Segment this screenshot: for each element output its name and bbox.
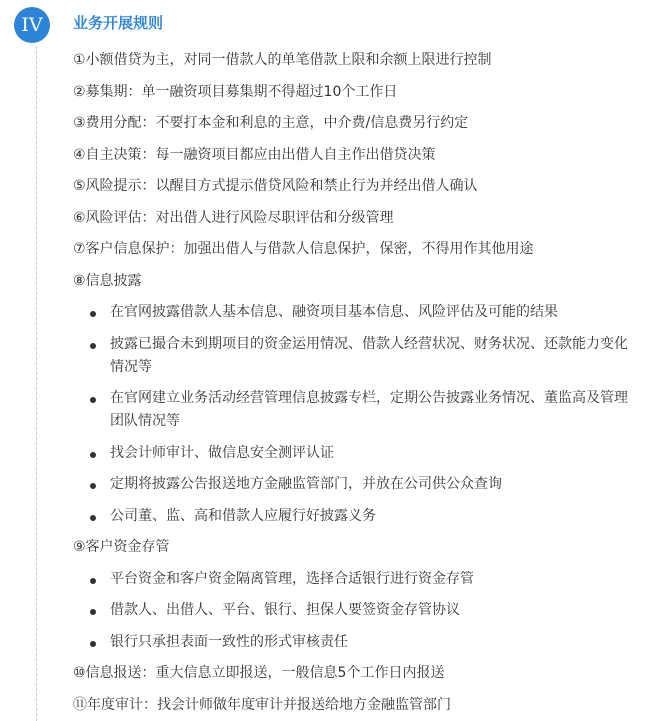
bullet-item xyxy=(73,564,639,596)
bullet-text: 在官网建立业务活动经营管理信息披露专栏，定期公告披露业务情况、董监高及管理团队情况等 xyxy=(110,390,628,429)
bullet-text: 定期将披露公告报送地方金融监管部门，并放在公司供公众查询 xyxy=(110,476,502,492)
bullet-text: 平台资金和客户资金隔离管理，选择合适银行进行资金存管 xyxy=(110,570,474,587)
bullet-item xyxy=(73,501,639,533)
bullet-item xyxy=(73,329,639,384)
rule-item-8: ⑧信息披露 xyxy=(73,272,142,289)
bullet-item xyxy=(73,627,639,659)
rule-item-9: ⑨客户资金存管 xyxy=(73,539,170,555)
rule-item-2: ②募集期：单一融资项目募集期不得超过10个工作日 xyxy=(73,83,398,100)
bullet-dot-icon xyxy=(90,452,96,458)
rule-item-3: ③费用分配：不要打本金和利息的主意，中介费/信息费另行约定 xyxy=(73,115,469,131)
bullet-text: 在官网披露借款人基本信息、融资项目基本信息、风险评估及可能的结果 xyxy=(110,304,558,320)
rule-item-5: ⑤风险提示：以醒目方式提示借贷风险和禁止行为并经出借人确认 xyxy=(73,178,478,194)
rule-item-7: ⑦客户信息保护：加强出借人与借款人信息保护，保密，不得用作其他用途 xyxy=(73,241,534,257)
rule-item-10: ⑩信息报送：重大信息立即报送，一般信息5个工作日内报送 xyxy=(73,665,445,681)
rule-item-11: ⑪年度审计：找会计师做年度审计并报送给地方金融监管部门 xyxy=(73,696,451,713)
bullet-item xyxy=(73,469,639,501)
bullet-dot-icon xyxy=(90,311,96,317)
rules-list xyxy=(73,45,639,721)
rule-item-6: ⑥风险评估：对出借人进行风险尽职评估和分级管理 xyxy=(73,209,394,226)
rule-item-4: ④自主决策：每一融资项目都应由出借人自主作出借贷决策 xyxy=(73,146,436,163)
bullet-dot-icon xyxy=(90,397,96,403)
bullet-item xyxy=(73,297,639,329)
bullet-dot-icon xyxy=(90,515,96,521)
bullet-dot-icon xyxy=(90,343,96,349)
bullet-dot-icon xyxy=(90,483,96,489)
rule-item-1: ①小额借贷为主，对同一借款人的单笔借款上限和余额上限进行控制 xyxy=(73,52,492,68)
timeline-divider xyxy=(36,46,37,721)
bullet-text: 披露已撮合未到期项目的资金运用情况、借款人经营状况、财务状况、还款能力变化情况等 xyxy=(110,335,628,375)
bullet-item xyxy=(73,438,639,470)
section-number-badge: IV xyxy=(14,7,50,43)
bullet-text: 找会计师审计、做信息安全测评认证 xyxy=(110,444,334,461)
disclosure-bullet-list xyxy=(73,297,639,532)
bullet-text: 银行只承担表面一致性的形式审核责任 xyxy=(110,633,348,650)
bullet-item xyxy=(73,383,639,438)
bullet-text: 借款人、出借人、平台、银行、担保人要签资金存管协议 xyxy=(110,602,460,618)
bullet-item xyxy=(73,595,639,627)
bullet-dot-icon xyxy=(90,578,96,584)
section-title: 业务开展规则 xyxy=(73,14,164,32)
bullet-dot-icon xyxy=(90,641,96,647)
bullet-text: 公司董、监、高和借款人应履行好披露义务 xyxy=(110,507,376,524)
custody-bullet-list xyxy=(73,564,639,659)
bullet-dot-icon xyxy=(90,609,96,615)
